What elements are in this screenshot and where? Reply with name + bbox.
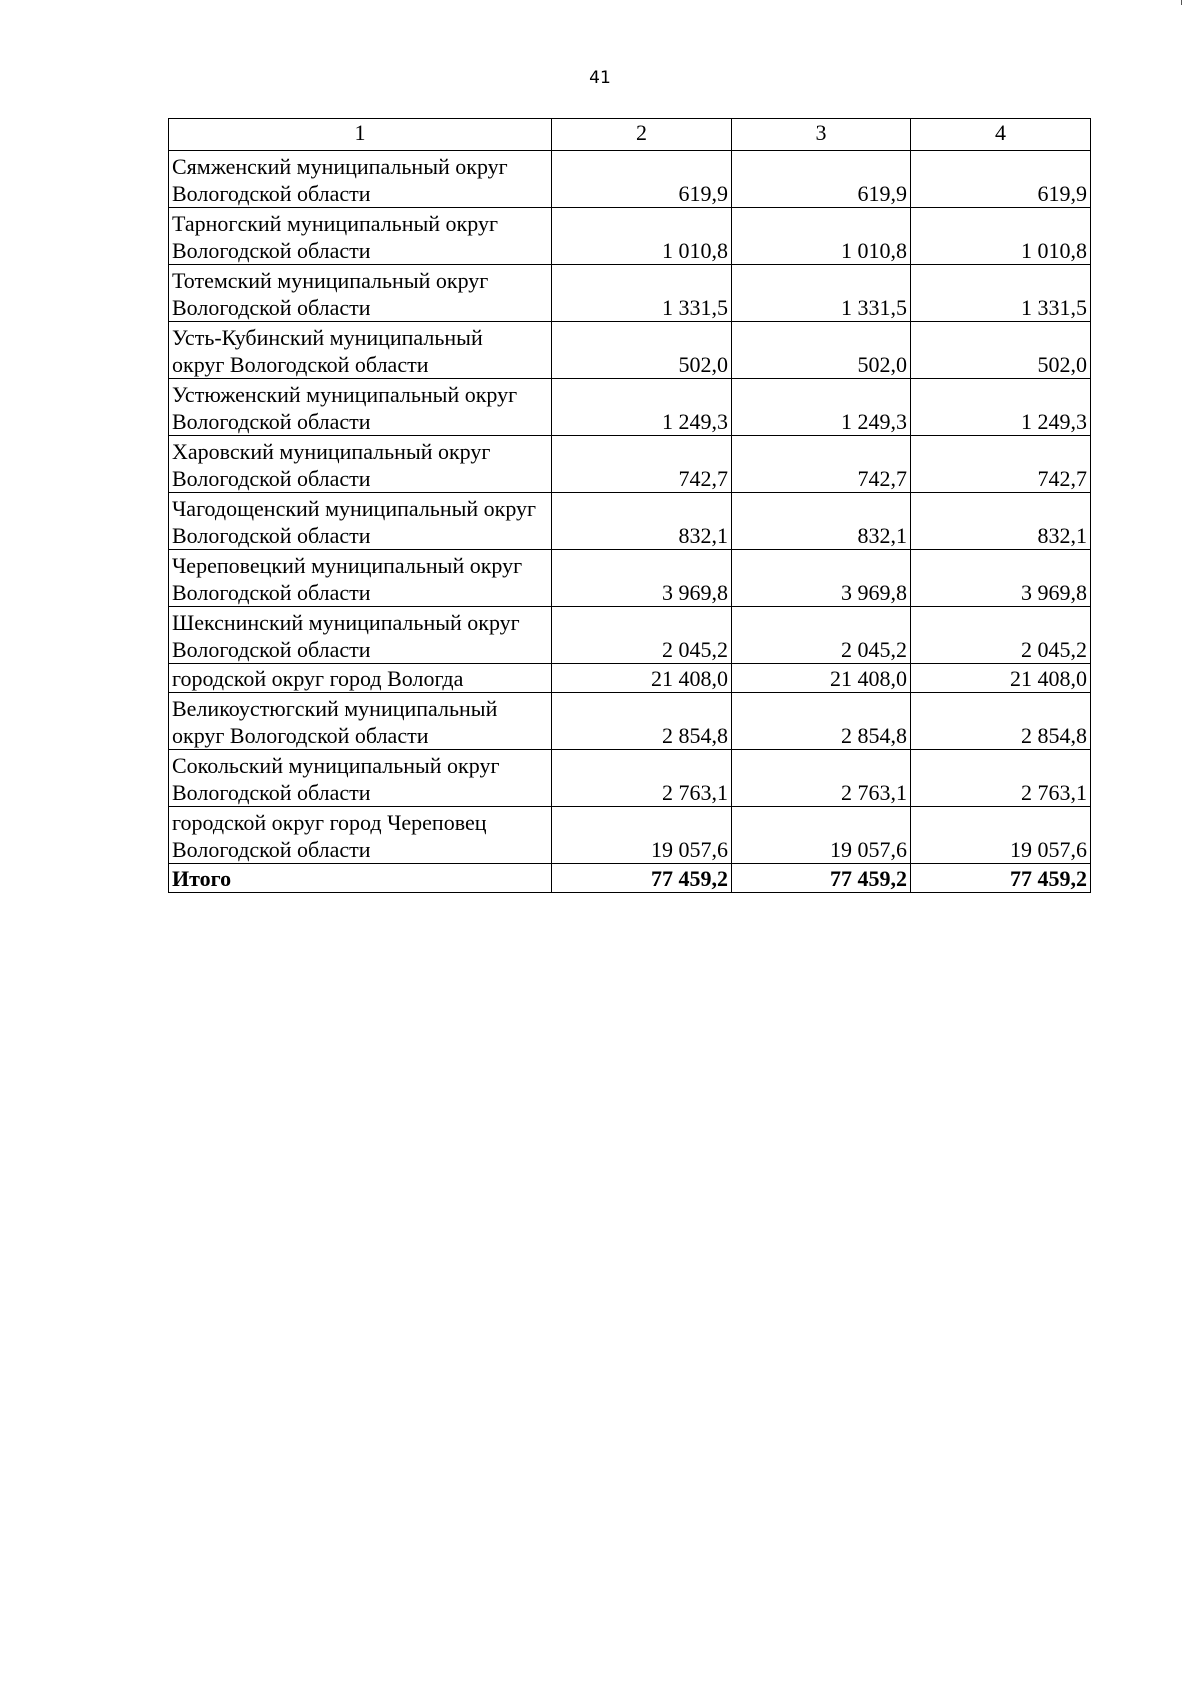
row-name: Устюженский муниципальный округ Вологодской области: [169, 379, 552, 436]
row-value-col-3: 2 854,8: [732, 693, 911, 750]
row-value-col-4: 742,7: [911, 436, 1091, 493]
table-row: [169, 493, 1091, 550]
scan-mark: [1181, 0, 1182, 5]
row-value-col-2: 619,9: [552, 151, 732, 208]
table-row: [169, 379, 1091, 436]
row-value-col-3: 2 045,2: [732, 607, 911, 664]
row-value-col-3: 2 763,1: [732, 750, 911, 807]
row-value-col-4: 1 331,5: [911, 265, 1091, 322]
table-row: [169, 436, 1091, 493]
row-value-col-4: 19 057,6: [911, 807, 1091, 864]
row-value-col-2: 2 763,1: [552, 750, 732, 807]
row-value-col-3: 1 249,3: [732, 379, 911, 436]
row-value-col-4: 832,1: [911, 493, 1091, 550]
row-value-col-4: 1 010,8: [911, 208, 1091, 265]
row-value-col-2: 1 249,3: [552, 379, 732, 436]
total-value-col-4: 77 459,2: [911, 864, 1091, 893]
row-name: Харовский муниципальный округ Вологодской области: [169, 436, 552, 493]
row-name: Усть-Кубинский муниципальный округ Вологодской области: [169, 322, 552, 379]
total-label: Итого: [169, 864, 552, 893]
row-value-col-3: 3 969,8: [732, 550, 911, 607]
row-value-col-2: 502,0: [552, 322, 732, 379]
row-name: Сямженский муниципальный округ Вологодской области: [169, 151, 552, 208]
table-row: [169, 664, 1091, 693]
row-value-col-3: 502,0: [732, 322, 911, 379]
table-row: [169, 693, 1091, 750]
row-value-col-4: 2 045,2: [911, 607, 1091, 664]
row-value-col-4: 619,9: [911, 151, 1091, 208]
table-row: [169, 807, 1091, 864]
header-col-2: 2: [552, 119, 732, 151]
table-row: [169, 550, 1091, 607]
total-value-col-2: 77 459,2: [552, 864, 732, 893]
row-value-col-4: 2 763,1: [911, 750, 1091, 807]
table-row: [169, 607, 1091, 664]
table-row: [169, 265, 1091, 322]
row-value-col-2: 3 969,8: [552, 550, 732, 607]
row-value-col-3: 19 057,6: [732, 807, 911, 864]
row-value-col-3: 21 408,0: [732, 664, 911, 693]
row-name: Тарногский муниципальный округ Вологодской области: [169, 208, 552, 265]
row-value-col-3: 832,1: [732, 493, 911, 550]
row-value-col-2: 19 057,6: [552, 807, 732, 864]
row-name: Сокольский муниципальный округ Вологодской области: [169, 750, 552, 807]
row-value-col-2: 832,1: [552, 493, 732, 550]
row-value-col-2: 2 045,2: [552, 607, 732, 664]
row-value-col-4: 502,0: [911, 322, 1091, 379]
total-row: [169, 864, 1091, 893]
row-value-col-2: 21 408,0: [552, 664, 732, 693]
row-value-col-3: 742,7: [732, 436, 911, 493]
row-name: Череповецкий муниципальный округ Вологодской области: [169, 550, 552, 607]
table-row: [169, 322, 1091, 379]
row-value-col-2: 1 331,5: [552, 265, 732, 322]
table-row: [169, 750, 1091, 807]
row-value-col-2: 1 010,8: [552, 208, 732, 265]
row-value-col-4: 2 854,8: [911, 693, 1091, 750]
header-col-3: 3: [732, 119, 911, 151]
row-value-col-3: 1 010,8: [732, 208, 911, 265]
table-row: [169, 208, 1091, 265]
row-value-col-3: 1 331,5: [732, 265, 911, 322]
row-name: городской округ город Череповец Вологодской области: [169, 807, 552, 864]
row-name: городской округ город Вологда: [169, 664, 552, 693]
row-name: Шекснинский муниципальный округ Вологодской области: [169, 607, 552, 664]
data-table: [168, 118, 1091, 893]
table-row: [169, 151, 1091, 208]
page-number: 41: [589, 68, 611, 88]
header-col-1: 1: [169, 119, 552, 151]
total-value-col-3: 77 459,2: [732, 864, 911, 893]
row-value-col-3: 619,9: [732, 151, 911, 208]
row-value-col-4: 21 408,0: [911, 664, 1091, 693]
row-value-col-2: 742,7: [552, 436, 732, 493]
row-value-col-4: 1 249,3: [911, 379, 1091, 436]
row-name: Тотемский муниципальный округ Вологодской области: [169, 265, 552, 322]
row-value-col-4: 3 969,8: [911, 550, 1091, 607]
row-name: Чагодощенский муниципальный округ Вологодской области: [169, 493, 552, 550]
header-col-4: 4: [911, 119, 1091, 151]
row-value-col-2: 2 854,8: [552, 693, 732, 750]
header-row: [169, 119, 1091, 151]
row-name: Великоустюгский муниципальный округ Вологодской области: [169, 693, 552, 750]
